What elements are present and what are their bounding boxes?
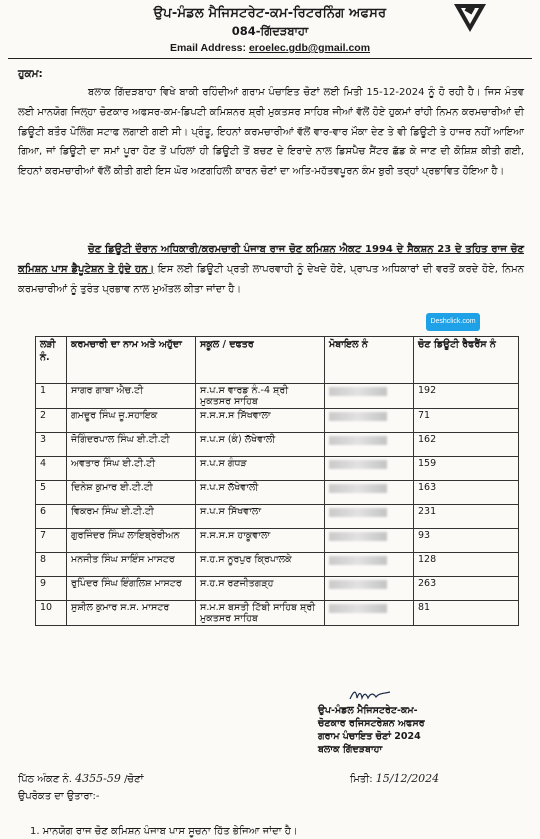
reference-cell: 159: [414, 457, 519, 481]
signatory-line-2: ਚੋਣਕਾਰ ਰਜਿਸਟਰੇਸ਼ਨ ਅਫਸਰ: [318, 718, 425, 729]
endorsement-label: ਪਿੱਠ ਅੰਕਣ ਨੰ.: [18, 774, 72, 785]
order-paragraph-1: ਬਲਾਕ ਗਿੱਦੜਬਾਹਾ ਵਿਖੇ ਬਾਕੀ ਰਹਿੰਦੀਆਂ ਗਰਾਮ ਪੰਚਾਇਤ ਚੋਣਾਂ ਲਈ ਮਿਤੀ 15-12-2024 ਨੂੰ ਹੋ ਰਹੀ ਹੈ। ਜਿਸ ਮੰਤਵ ਲਈ ਮਾਨਯੋਗ ਜਿਲ੍ਹਾ ਚੋਣਕਾਰ ਅਫਸਰ-ਕਮ-ਡਿਪਟੀ ਕਮਿਸ਼ਨਰ ਸ਼੍ਰੀ ਮੁਕਤਸਰ ਸਾਹਿਬ ਜੀਆਂ ਵੱਲੋਂ ਹੋਏ ਹੁਕਮਾਂ ਰਾਂਹੀ ਨਿਮਨ ਕਰਮਚਾਰੀਆਂ ਦੀ ਡਿਊਟੀ ਬਤੌਰ ਪੋਲਿੰਗ ਸਟਾਫ ਲਗਾਈ ਗਈ ਸੀ। ਪ੍ਰੰਤੂ, ਇਹਨਾਂ ਕਰਮਚਾਰੀਆਂ ਵੱਲੋਂ ਵਾਰ-ਵਾਰ ਮੌਕਾ ਦੇਣ ਤੇ ਵੀ ਡਿਊਟੀ ਤੇ ਹਾਜਰ ਨਹੀਂ ਆਇਆ ਗਿਆ, ਜਾਂ ਡਿਊਟੀ ਦਾ ਸਮਾਂ ਪੂਰਾ ਹੋਣ ਤੋਂ ਪਹਿਲਾਂ ਹੀ ਡਿਊਟੀ ਤੋਂ ਬਚਣ ਦੇ ਇਰਾਦੇ ਨਾਲ ਡਿਸਪੈਚ ਸੈਂਟਰ ਛੱਡ ਕੇ ਜਾਣ ਦੀ ਕੋਸ਼ਿਸ਼ ਕੀਤੀ ਗਈ, ਇਹਨਾਂ ਕਰਮਚਾਰੀਆਂ ਵੱਲੋਂ ਕੀਤੀ ਗਈ ਇਸ ਘੋਰ ਅਣਗਹਿਲੀ ਕਾਰਨ ਚੋਣਾਂ ਦਾ ਅਤਿ-ਮਹੱਤਵਪੂਰਨ ਕੰਮ ਬੁਰੀ ਤਰ੍ਹਾਂ ਪ੍ਰਭਾਵਿਤ ਹੋਇਆ ਹੈ।: [18, 87, 524, 178]
school-cell: ਸ.ਪ.ਸ ਸਿੱਖਵਾਲਾ: [196, 505, 325, 529]
mobile-cell-redacted: [325, 529, 414, 553]
col-name: ਕਰਮਚਾਰੀ ਦਾ ਨਾਮ ਅਤੇ ਅਹੁੱਦਾ: [67, 337, 196, 384]
serial-cell: 1: [36, 384, 67, 409]
name-cell: ਰੁਪਿੰਦਰ ਸਿੰਘ ਇੰਗਲਿਸ਼ ਮਾਸਟਰ: [67, 577, 196, 601]
reference-cell: 162: [414, 433, 519, 457]
office-title: ਉਪ-ਮੰਡਲ ਮੈਜਿਸਟਰੇਟ-ਕਮ-ਰਿਟਰਨਿੰਗ ਅਫਸਰ: [153, 6, 387, 21]
table-row: [36, 433, 519, 457]
serial-cell: 7: [36, 529, 67, 553]
email-address[interactable]: eroelec.gdb@gmail.com: [248, 42, 371, 54]
table-row: [36, 481, 519, 505]
table-row: [36, 384, 519, 409]
serial-cell: 4: [36, 457, 67, 481]
reference-cell: 192: [414, 384, 519, 409]
school-cell: ਸ.ਹ.ਸ ਰਣਜੀਤਗੜ੍ਹ: [196, 577, 325, 601]
signatory-line-4: ਬਲਾਕ ਗਿੱਦੜਬਾਹਾ: [318, 744, 383, 755]
signatory-line-1: ਉਪ-ਮੰਡਲ ਮੈਜਿਸਟਰੇਟ-ਕਮ-: [318, 705, 418, 716]
serial-cell: 6: [36, 505, 67, 529]
col-serial: ਲੜੀ ਨੰ.: [36, 337, 67, 384]
name-cell: ਵਿਕਰਮ ਸਿੰਘ ਈ.ਟੀ.ਟੀ: [67, 505, 196, 529]
email-line: [0, 42, 540, 54]
signature-block: [318, 704, 425, 756]
mobile-cell-redacted: [325, 409, 414, 433]
table-row: [36, 457, 519, 481]
election-logo-icon: [452, 2, 488, 34]
mobile-cell-redacted: [325, 481, 414, 505]
header-divider: [8, 58, 532, 59]
order-heading: ਹੁਕਮ:: [18, 68, 43, 80]
school-cell: ਸ.ਪ.ਸ (ਕੰ) ਲੱਖੇਵਾਲੀ: [196, 433, 325, 457]
table-row: [36, 601, 519, 626]
col-reference: ਚੋਣ ਡਿਊਟੀ ਰੈਫਰੈਂਸ ਨੰ: [414, 337, 519, 384]
school-cell: ਸ.ਹ.ਸ ਨੂਰਪੁਰ ਕ੍ਰਿਪਾਲਕੇ: [196, 553, 325, 577]
copy-recipient-1: 1. ਮਾਨਯੋਗ ਰਾਜ ਚੋਣ ਕਮਿਸ਼ਨ ਪੰਜਾਬ ਪਾਸ ਸੂਚਨਾ ਹਿੱਤ ਭੇਜਿਆ ਜਾਂਦਾ ਹੈ।: [30, 826, 298, 837]
reference-cell: 128: [414, 553, 519, 577]
serial-cell: 8: [36, 553, 67, 577]
table-row: [36, 529, 519, 553]
name-cell: ਅਵਤਾਰ ਸਿੰਘ ਈ.ਟੀ.ਟੀ: [67, 457, 196, 481]
name-cell: ਸਾਗਰ ਗਾਬਾ ਐਚ.ਟੀ: [67, 384, 196, 409]
reference-cell: 93: [414, 529, 519, 553]
col-mobile: ਮੋਬਾਇਲ ਨੰ: [325, 337, 414, 384]
table-row: [36, 553, 519, 577]
suspended-staff-table: [35, 336, 519, 626]
school-cell: ਸ.ਸ.ਸ.ਸ ਹਾਕੂਵਾਲਾ: [196, 529, 325, 553]
table-header-row: [36, 337, 519, 384]
school-cell: ਸ.ਪ.ਸ ਗੰਧੜ: [196, 457, 325, 481]
date-label: ਮਿਤੀ:: [350, 774, 373, 785]
name-cell: ਗੁਰਜਿੰਦਰ ਸਿੰਘ ਲਾਇਬ੍ਰੇਰੀਅਨ: [67, 529, 196, 553]
signatory-line-3: ਗਰਾਮ ਪੰਚਾਇਤ ਚੋਣਾਂ 2024: [318, 731, 421, 742]
endorsement-number: [18, 772, 144, 785]
school-cell: ਸ.ਪ.ਸ ਲੱਖੇਵਾਲੀ: [196, 481, 325, 505]
endorsement-date: [350, 772, 439, 785]
reference-cell: 231: [414, 505, 519, 529]
mobile-cell-redacted: [325, 577, 414, 601]
name-cell: ਦਿਨੇਸ਼ ਕੁਮਾਰ ਈ.ਟੀ.ਟੀ: [67, 481, 196, 505]
mobile-cell-redacted: [325, 457, 414, 481]
reference-cell: 71: [414, 409, 519, 433]
school-cell: ਸ.ਪ.ਸ ਵਾਰਡ ਨੰ.-4 ਸ਼੍ਰੀ ਮੁਕਤਸਰ ਸਾਹਿਬ: [196, 384, 325, 409]
table-row: [36, 577, 519, 601]
col-school: ਸਕੂਲ / ਦਫਤਰ: [196, 337, 325, 384]
reference-cell: 263: [414, 577, 519, 601]
watermark-badge: Deshclick.com: [426, 313, 480, 331]
legal-reference: ਚੋਣ ਡਿਊਟੀ ਦੌਰਾਨ ਅਧਿਕਾਰੀ/ਕਰਮਚਾਰੀ ਪੰਜਾਬ ਰਾਜ ਚੋਣ ਕਮਿਸ਼ਨ ਐਕਟ 1994 ਦੇ ਸੈਕਸ਼ਨ 23 ਦੇ ਤਹਿਤ ਰਾਜ ਚੋਣ ਕਮਿਸ਼ਨ ਪਾਸ ਡੈਪੂਟੇਸ਼ਨ ਤੇ ਹੁੰਦੇ ਹਨ।: [18, 244, 524, 275]
copy-forwarded-label: ਉਪਰੋਕਤ ਦਾ ਉਤਾਰਾ:-: [18, 791, 100, 802]
mobile-cell-redacted: [325, 505, 414, 529]
table-row: [36, 505, 519, 529]
name-cell: ਜੋਗਿੰਦਰਪਾਲ ਸਿੰਘ ਈ.ਟੀ.ਟੀ: [67, 433, 196, 457]
name-cell: ਮਨਜੀਤ ਸਿੰਘ ਸਾਇੰਸ ਮਾਸਟਰ: [67, 553, 196, 577]
endorsement-value: 4355-59: [75, 772, 121, 785]
name-cell: ਗਮਦੂਰ ਸਿੰਘ ਜੂ.ਸਹਾਇਕ: [67, 409, 196, 433]
mobile-cell-redacted: [325, 433, 414, 457]
table-row: [36, 409, 519, 433]
school-cell: ਸ.ਸ.ਸ.ਸ ਸਿੱਖਵਾਲਾ: [196, 409, 325, 433]
school-cell: ਸ.ਮ.ਸ ਬਸਤੀ ਟਿੱਬੀ ਸਾਹਿਬ ਸ਼੍ਰੀ ਮੁਕਤਸਰ ਸਾਹਿਬ: [196, 601, 325, 626]
mobile-cell-redacted: [325, 384, 414, 409]
serial-cell: 5: [36, 481, 67, 505]
name-cell: ਸੁਸ਼ੀਲ ਕੁਮਾਰ ਸ.ਸ. ਮਾਸਟਰ: [67, 601, 196, 626]
endorsement-suffix: /ਚੋਣਾਂ: [124, 774, 144, 785]
serial-cell: 9: [36, 577, 67, 601]
mobile-cell-redacted: [325, 553, 414, 577]
reference-cell: 81: [414, 601, 519, 626]
serial-cell: 3: [36, 433, 67, 457]
mobile-cell-redacted: [325, 601, 414, 626]
reference-cell: 163: [414, 481, 519, 505]
email-label: Email Address:: [169, 42, 247, 54]
suspension-statement: ਇਸ ਲਈ ਡਿਊਟੀ ਪ੍ਰਤੀ ਲਾਪਰਵਾਹੀ ਨੂੰ ਦੇਖਦੇ ਹੋਏ, ਪ੍ਰਾਪਤ ਅਧਿਕਾਰਾਂ ਦੀ ਵਰਤੋਂ ਕਰਦੇ ਹੋਏ, ਨਿਮਨ ਕਰਮਚਾਰੀਆਂ ਨੂੰ ਤੁਰੰਤ ਪ੍ਰਭਾਵ ਨਾਲ ਮੁਅੱਤਲ ਕੀਤਾ ਜਾਂਦਾ ਹੈ।: [18, 263, 524, 295]
office-subtitle: 084-ਗਿੱਦੜਬਾਹਾ: [231, 24, 309, 38]
date-value: 15/12/2024: [375, 772, 440, 785]
order-paragraph-2: [18, 240, 524, 299]
serial-cell: 2: [36, 409, 67, 433]
serial-cell: 10: [36, 601, 67, 626]
handwritten-signature: [348, 688, 392, 702]
